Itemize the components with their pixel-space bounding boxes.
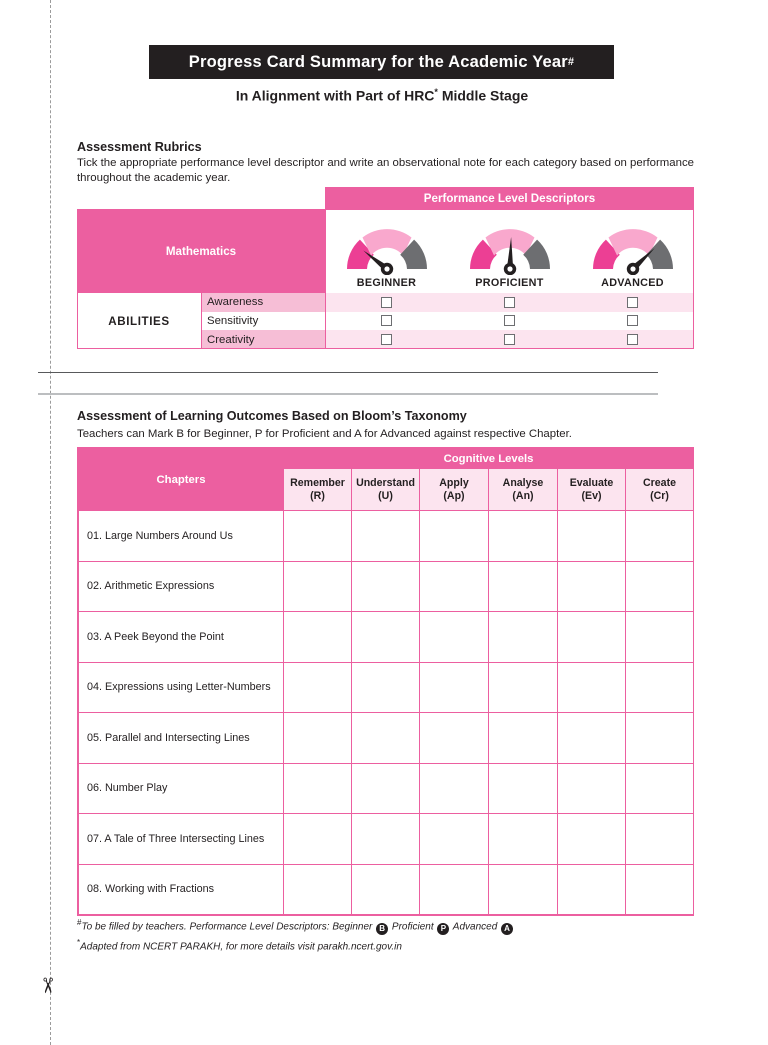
mark-cell-ap[interactable] xyxy=(420,713,489,764)
checkbox-awareness-advanced[interactable] xyxy=(627,297,638,308)
mark-cell-an[interactable] xyxy=(489,511,558,562)
gauge-advanced-label: ADVANCED xyxy=(601,277,664,289)
table-row xyxy=(79,662,694,713)
gauge-row xyxy=(325,209,694,293)
abilities-label: ABILITIES xyxy=(77,293,201,349)
col-create-code: (Cr) xyxy=(650,489,669,502)
col-evaluate-name: Evaluate xyxy=(569,476,614,489)
mark-cell-an[interactable] xyxy=(489,561,558,612)
mark-cell-u[interactable] xyxy=(352,612,420,663)
mark-cell-ev[interactable] xyxy=(558,662,626,713)
badge-beginner: B xyxy=(376,923,388,935)
subject-cell: Mathematics xyxy=(77,209,325,293)
col-apply xyxy=(420,469,489,511)
chapter-name: 01. Large Numbers Around Us xyxy=(79,511,284,562)
gauge-beginner xyxy=(325,209,448,293)
checkbox-awareness-beginner[interactable] xyxy=(381,297,392,308)
col-analyse xyxy=(489,469,558,511)
footnote-source xyxy=(77,938,402,952)
mark-cell-r[interactable] xyxy=(284,662,352,713)
ability-name: Awareness xyxy=(201,293,325,312)
rubrics-instruction: Tick the appropriate performance level descriptor and write an observational note for each category based on performance throughout the academic year. xyxy=(77,157,694,184)
mark-cell-u[interactable] xyxy=(352,763,420,814)
section-divider-bottom xyxy=(38,393,658,395)
table-row xyxy=(79,864,694,915)
ability-name: Sensitivity xyxy=(201,312,325,331)
checkbox-creativity-proficient[interactable] xyxy=(504,334,515,345)
page-title-text: Progress Card Summary for the Academic Year xyxy=(188,52,568,71)
gauge-proficient-label: PROFICIENT xyxy=(475,277,544,289)
col-analyse-code: (An) xyxy=(512,489,534,502)
col-create xyxy=(626,469,694,511)
footnote-source-text: Adapted from NCERT PARAKH, for more details visit parakh.ncert.gov.in xyxy=(80,941,402,953)
table-row xyxy=(79,612,694,663)
table-row xyxy=(79,713,694,764)
badge-advanced: A xyxy=(501,923,513,935)
chapter-name: 03. A Peek Beyond the Point xyxy=(79,612,284,663)
mark-cell-an[interactable] xyxy=(489,612,558,663)
mark-cell-cr[interactable] xyxy=(626,864,694,915)
ability-row-creativity xyxy=(201,330,694,349)
mark-cell-u[interactable] xyxy=(352,511,420,562)
col-understand xyxy=(352,469,420,511)
abilities-rows xyxy=(201,293,694,349)
footnote-marker-asterisk: * xyxy=(77,938,81,947)
mark-cell-r[interactable] xyxy=(284,864,352,915)
page-content xyxy=(72,0,692,1045)
gauge-beginner-icon xyxy=(341,223,433,275)
col-understand-name: Understand xyxy=(356,476,415,489)
mark-cell-cr[interactable] xyxy=(626,561,694,612)
table-row xyxy=(79,511,694,562)
mark-cell-ev[interactable] xyxy=(558,612,626,663)
mark-cell-an[interactable] xyxy=(489,662,558,713)
mark-cell-r[interactable] xyxy=(284,561,352,612)
gauge-advanced xyxy=(571,209,694,293)
mark-cell-ev[interactable] xyxy=(558,864,626,915)
ability-row-sensitivity xyxy=(201,312,694,331)
col-apply-name: Apply xyxy=(439,476,469,489)
mark-cell-ap[interactable] xyxy=(420,763,489,814)
bloom-body xyxy=(79,511,694,915)
page-title xyxy=(149,45,614,79)
mark-cell-ap[interactable] xyxy=(420,864,489,915)
rubrics-divider-subject xyxy=(325,209,326,349)
gauge-beginner-label: BEGINNER xyxy=(356,277,417,289)
page-subtitle-pre: In Alignment with Part of HRC xyxy=(235,87,435,104)
table-row xyxy=(79,561,694,612)
bloom-header-row xyxy=(79,449,694,469)
mark-cell-cr[interactable] xyxy=(626,814,694,865)
col-remember-name: Remember xyxy=(290,476,345,489)
chapter-name: 08. Working with Fractions xyxy=(79,864,284,915)
mark-cell-ev[interactable] xyxy=(558,713,626,764)
mark-cell-ap[interactable] xyxy=(420,662,489,713)
mark-cell-cr[interactable] xyxy=(626,763,694,814)
mark-cell-r[interactable] xyxy=(284,612,352,663)
rubrics-heading: Assessment Rubrics xyxy=(77,140,202,154)
mark-cell-ap[interactable] xyxy=(420,612,489,663)
bloom-instruction: Teachers can Mark B for Beginner, P for Proficient and A for Advanced against respective Chapter. xyxy=(77,428,572,440)
mark-cell-r[interactable] xyxy=(284,713,352,764)
mark-cell-an[interactable] xyxy=(489,763,558,814)
mark-cell-an[interactable] xyxy=(489,814,558,865)
page-subtitle-post: Middle Stage xyxy=(437,87,529,104)
footnote-advanced-text: Advanced xyxy=(452,921,498,933)
mark-cell-u[interactable] xyxy=(352,713,420,764)
cut-dashed-line xyxy=(50,0,51,1045)
chapter-name: 02. Arithmetic Expressions xyxy=(79,561,284,612)
gauge-advanced-icon xyxy=(587,223,679,275)
footnote-teachers-text: To be filled by teachers. Performance Level Descriptors: Beginner xyxy=(81,921,373,933)
mark-cell-u[interactable] xyxy=(352,662,420,713)
mark-cell-cr[interactable] xyxy=(626,511,694,562)
col-create-name: Create xyxy=(643,476,676,489)
badge-proficient: P xyxy=(437,923,449,935)
table-row xyxy=(79,814,694,865)
table-row xyxy=(79,763,694,814)
mark-cell-an[interactable] xyxy=(489,864,558,915)
mark-cell-ap[interactable] xyxy=(420,561,489,612)
mark-cell-r[interactable] xyxy=(284,511,352,562)
col-header-cognitive-levels: Cognitive Levels xyxy=(284,449,694,469)
col-remember-code: (R) xyxy=(310,489,325,502)
page-subtitle xyxy=(72,87,692,104)
col-evaluate-code: (Ev) xyxy=(581,489,602,502)
mark-cell-u[interactable] xyxy=(352,561,420,612)
footnote-teachers xyxy=(77,918,514,935)
mark-cell-ap[interactable] xyxy=(420,511,489,562)
gauge-proficient-icon xyxy=(464,223,556,275)
footnote-marker-hash: # xyxy=(77,918,82,927)
mark-cell-ev[interactable] xyxy=(558,561,626,612)
mark-cell-u[interactable] xyxy=(352,864,420,915)
page-title-marker: # xyxy=(567,56,575,68)
mark-cell-r[interactable] xyxy=(284,814,352,865)
footnote-proficient-text: Proficient xyxy=(391,921,434,933)
checkbox-sensitivity-beginner[interactable] xyxy=(381,315,392,326)
mark-cell-ev[interactable] xyxy=(558,511,626,562)
page-subtitle-marker: * xyxy=(434,87,438,97)
checkbox-sensitivity-advanced[interactable] xyxy=(627,315,638,326)
col-evaluate xyxy=(558,469,626,511)
bloom-heading: Assessment of Learning Outcomes Based on Bloom’s Taxonomy xyxy=(77,409,467,423)
mark-cell-ap[interactable] xyxy=(420,814,489,865)
chapter-name: 04. Expressions using Letter-Numbers xyxy=(79,662,284,713)
mark-cell-cr[interactable] xyxy=(626,662,694,713)
chapter-name: 06. Number Play xyxy=(79,763,284,814)
checkbox-awareness-proficient[interactable] xyxy=(504,297,515,308)
gauge-proficient xyxy=(448,209,571,293)
mark-cell-ev[interactable] xyxy=(558,763,626,814)
section-divider-top xyxy=(38,372,658,373)
mark-cell-r[interactable] xyxy=(284,763,352,814)
mark-cell-an[interactable] xyxy=(489,713,558,764)
col-header-chapters: Chapters xyxy=(79,449,284,511)
scissors-icon: ✂ xyxy=(35,976,59,995)
chapter-name: 07. A Tale of Three Intersecting Lines xyxy=(79,814,284,865)
chapter-name: 05. Parallel and Intersecting Lines xyxy=(79,713,284,764)
bloom-taxonomy-table xyxy=(77,447,694,916)
pld-header: Performance Level Descriptors xyxy=(325,187,694,209)
col-remember xyxy=(284,469,352,511)
col-understand-code: (U) xyxy=(378,489,393,502)
checkbox-creativity-advanced[interactable] xyxy=(627,334,638,345)
mark-cell-u[interactable] xyxy=(352,814,420,865)
mark-cell-ev[interactable] xyxy=(558,814,626,865)
ability-row-awareness xyxy=(201,293,694,312)
ability-name: Creativity xyxy=(201,330,325,349)
mark-cell-cr[interactable] xyxy=(626,713,694,764)
rubrics-divider-abilities xyxy=(201,293,202,349)
checkbox-sensitivity-proficient[interactable] xyxy=(504,315,515,326)
col-analyse-name: Analyse xyxy=(502,476,544,489)
col-apply-code: (Ap) xyxy=(443,489,465,502)
checkbox-creativity-beginner[interactable] xyxy=(381,334,392,345)
mark-cell-cr[interactable] xyxy=(626,612,694,663)
